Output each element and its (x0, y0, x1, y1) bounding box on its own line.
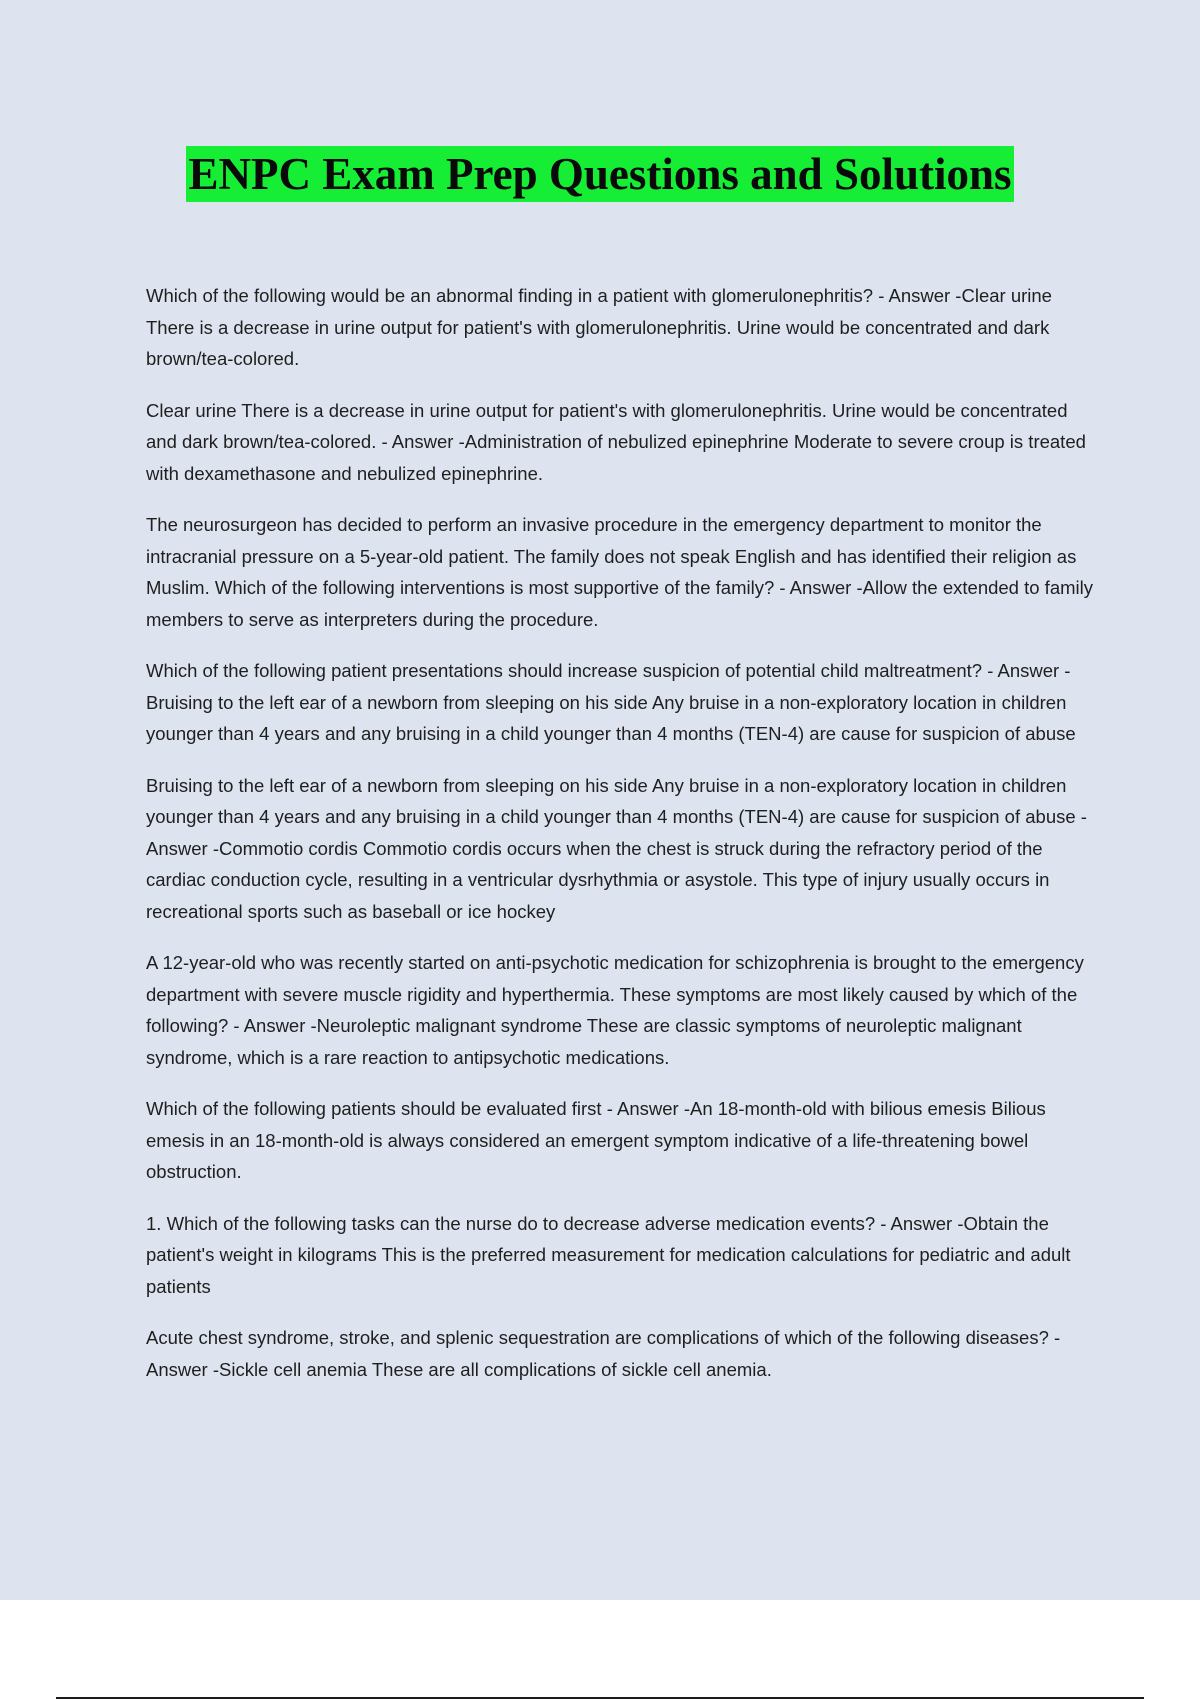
qa-entry-2: Clear urine There is a decrease in urine output for patient's with glomerulonephritis. Urine would be concentrated and dark brown/tea-colored. - Answer -Administration of nebulized epinephrine Moderate to severe croup is treated with dexamethasone and nebulized epinephrine. (146, 399, 1086, 484)
qa-entry-8: 1. Which of the following tasks can the nurse do to decrease adverse medication events? - Answer -Obtain the patient's weight in kilograms This is the preferred measurement for medication calculations for pediatric and adult patients (146, 1212, 1071, 1297)
qa-entry-5: Bruising to the left ear of a newborn from sleeping on his side Any bruise in a non-exploratory location in children younger than 4 years and any bruising in a child younger than 4 months (TEN-4) are cause for suspicion of abuse - Answer -Commotio cordis Commotio cordis occurs when the chest is struck during the refractory period of the cardiac conduction cycle, resulting in a ventricular dysrhythmia or asystole. This type of injury usually occurs in recreational sports such as baseball or ice hockey (146, 774, 1087, 922)
page-title: ENPC Exam Prep Questions and Solutions (186, 146, 1013, 202)
page-footer-area (0, 1600, 1200, 1700)
qa-list (146, 280, 1096, 1405)
qa-entry-3: The neurosurgeon has decided to perform an invasive procedure in the emergency department to monitor the intracranial pressure on a 5-year-old patient. The family does not speak English and has identified their religion as Muslim. Which of the following interventions is most supportive of the family? - Answer -Allow the extended to family members to serve as interpreters during the procedure. (146, 514, 1093, 630)
qa-entry-7: Which of the following patients should be evaluated first - Answer -An 18-month-old with bilious emesis Bilious emesis in an 18-month-old is always considered an emergent symptom indicative of a life-threatening bowel obstruction. (146, 1098, 1046, 1182)
footer-divider (56, 1697, 1144, 1699)
qa-entry-4: Which of the following patient presentations should increase suspicion of potential child maltreatment? - Answer -Bruising to the left ear of a newborn from sleeping on his side Any bruise in a non-exploratory location in children younger than 4 years and any bruising in a child younger than 4 months (TEN-4) are cause for suspicion of abuse (146, 660, 1076, 744)
qa-entry-9: Acute chest syndrome, stroke, and splenic sequestration are complications of which of the following diseases? - Answer -Sickle cell anemia These are all complications of sickle cell anemia. (146, 1327, 1061, 1380)
qa-entry-1: Which of the following would be an abnormal finding in a patient with glomerulonephritis? - Answer -Clear urine There is a decrease in urine output for patient's with glomerulonephritis. Urine would be concentrated and dark brown/tea-colored. (146, 285, 1052, 369)
qa-entry-6: A 12-year-old who was recently started on anti-psychotic medication for schizophrenia is brought to the emergency department with severe muscle rigidity and hyperthermia. These symptoms are most likely caused by which of the following? - Answer -Neuroleptic malignant syndrome These are classic symptoms of neuroleptic malignant syndrome, which is a rare reaction to antipsychotic medications. (146, 952, 1084, 1068)
title-container (0, 146, 1200, 202)
